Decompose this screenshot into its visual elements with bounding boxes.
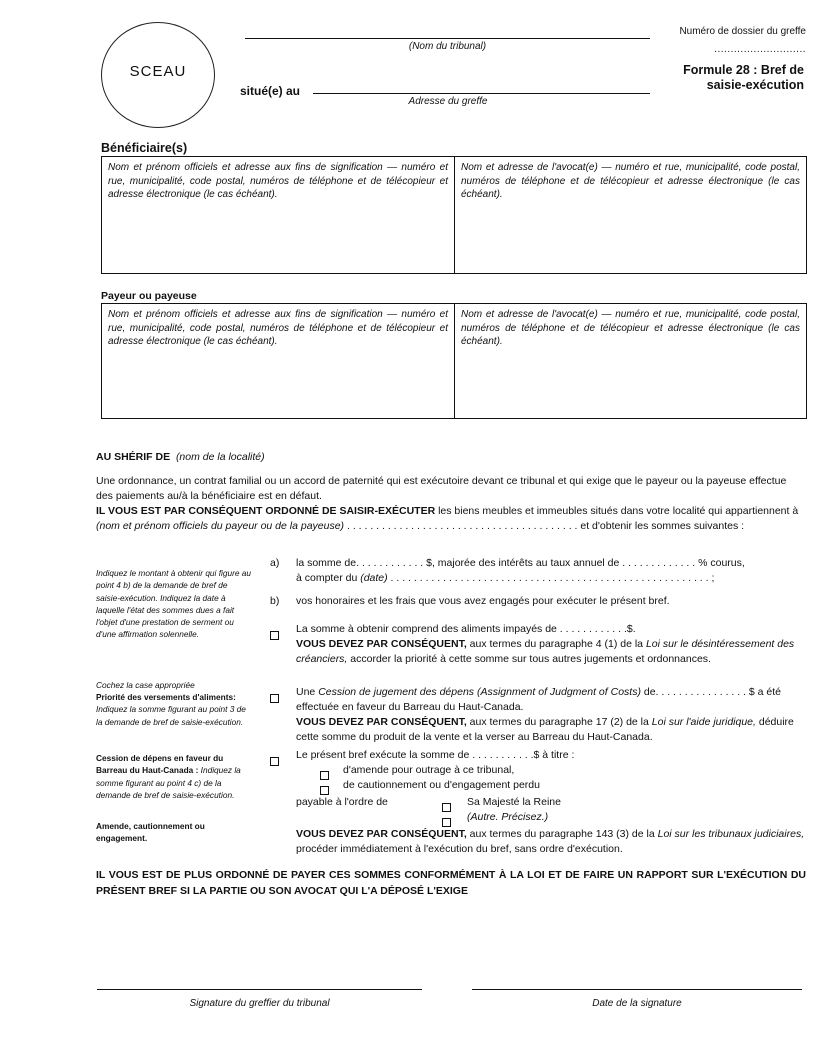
date-label: Date de la signature bbox=[592, 998, 682, 1009]
costs-order: VOUS DEVEZ PAR CONSÉQUENT, bbox=[296, 716, 467, 728]
costs-law: Loi sur l'aide juridique, bbox=[651, 716, 756, 728]
support-priority-checkbox[interactable] bbox=[270, 627, 279, 645]
debtor-heading: Payeur ou payeuse bbox=[101, 290, 197, 302]
support-law: Loi sur le désintéressement des créanciers, bbox=[296, 638, 795, 665]
costs-text1: Une bbox=[296, 686, 319, 698]
sidebar-support-heading: Priorité des versements d'aliments: bbox=[96, 692, 236, 702]
address-line[interactable] bbox=[313, 93, 650, 94]
situated-label: situé(e) au bbox=[240, 84, 301, 98]
sheriff-heading: AU SHÉRIF DE bbox=[96, 451, 171, 463]
file-number-label: Numéro de dossier du greffe bbox=[679, 26, 806, 37]
debtor-lawyer-cell[interactable]: Nom et adresse de l'avocat(e) — numéro et rue, municipalité, code postal, numéros de téléphone et de télécopieur et adresse électronique (le cas échéant). bbox=[461, 309, 800, 347]
fine-order: VOUS DEVEZ PAR CONSÉQUENT, bbox=[296, 828, 467, 840]
sidebar-costs-text: Indiquez la somme figurant au point 4 c) de la demande de bref de saisie-exécution. bbox=[96, 765, 241, 800]
other-label[interactable]: (Autre. Précisez.) bbox=[467, 811, 549, 823]
costs-assignment-checkbox[interactable] bbox=[270, 690, 279, 708]
support-amount-text[interactable]: La somme à obtenir comprend des aliments impayés de . . . . . . . . . . . .$. bbox=[296, 623, 636, 635]
sidebar-note-support bbox=[96, 691, 252, 728]
item-b-text: vos honoraires et les frais que vous avez engagés pour exécuter le présent bref. bbox=[296, 595, 670, 607]
sidebar-support-text: Indiquez la somme figurant au point 3 de la demande de bref de saisie-exécution. bbox=[96, 704, 246, 727]
support-text2: accorder la priorité à cette somme sur tous autres jugements et ordonnances. bbox=[347, 653, 711, 665]
form-title-line1: Formule 28 : Bref de bbox=[683, 63, 804, 77]
item-a-label: a) bbox=[270, 557, 280, 569]
court-name-label: (Nom du tribunal) bbox=[408, 41, 487, 52]
default-paragraph: Une ordonnance, un contrat familial ou un accord de paternité qui est exécutoire devant ce tribunal et qui exige que le payeur ou la payeuse effectue des paiements au/à la bénéficiaire est en défaut. bbox=[96, 475, 787, 502]
item-a-date-text: à compter du bbox=[296, 572, 361, 584]
file-number-field[interactable]: ............................ bbox=[714, 44, 806, 55]
order-heading: IL VOUS EST PAR CONSÉQUENT ORDONNÉ DE SAISIR-EXÉCUTER bbox=[96, 505, 436, 517]
court-name-line[interactable] bbox=[245, 38, 650, 39]
costs-italic: Cession de jugement des dépens (Assignment of Judgment of Costs) bbox=[318, 686, 641, 698]
seal-label: SCEAU bbox=[129, 63, 187, 80]
costs-text2[interactable]: de. . . . . . . . . . . . . . . . $ a été effectuée en faveur du Barreau du Haut-Canada. bbox=[296, 686, 782, 713]
sheriff-locality-note[interactable]: (nom de la localité) bbox=[175, 451, 265, 463]
form-title-line2: saisie-exécution bbox=[706, 78, 804, 92]
fine-rest1: aux termes du paragraphe 143 (3) de la bbox=[466, 828, 658, 840]
creditor-name-cell[interactable]: Nom et prénom officiels et adresse aux fins de signification — numéro et rue, municipalité, code postal, numéros de téléphone et de télécopieur et adresse électronique (le cas échéant). bbox=[108, 162, 448, 200]
support-text1: aux termes du paragraphe 4 (1) de la bbox=[466, 638, 646, 650]
item-b-label: b) bbox=[270, 595, 280, 607]
signature-line[interactable] bbox=[97, 989, 422, 990]
item-a-date-field[interactable]: . . . . . . . . . . . . . . . . . . . . . . . . . . . . . . . . . . . . . . . . . . . . . . . . . . . . . . . ; bbox=[387, 572, 715, 584]
date-line[interactable] bbox=[472, 989, 802, 990]
signature-label: Signature du greffier du tribunal bbox=[189, 998, 330, 1009]
creditor-heading: Bénéficiaire(s) bbox=[101, 141, 188, 155]
sidebar-costs-heading: Cession de dépens en faveur du Barreau du Haut-Canada : bbox=[96, 753, 224, 776]
seal-circle bbox=[101, 22, 215, 128]
support-order: VOUS DEVEZ PAR CONSÉQUENT, bbox=[296, 638, 467, 650]
address-label: Adresse du greffe bbox=[408, 96, 488, 107]
item-a-date-hint: (date) bbox=[360, 572, 388, 584]
order-text: les biens meubles et immeubles situés dans votre localité qui appartiennent à bbox=[435, 505, 799, 517]
fine-checkbox[interactable] bbox=[270, 753, 279, 771]
sidebar-note-amount: Indiquez le montant à obtenir qui figure au point 4 b) de la demande de bref de saisie-exécution. Indiquez la date à laquelle l'état des sommes dues a fait l'objet d'une prestation de serment ou d'une affirmation solennelle. bbox=[96, 568, 251, 640]
debtor-table bbox=[101, 303, 807, 419]
debtor-name-cell[interactable]: Nom et prénom officiels et adresse aux fins de signification — numéro et rue, municipalité, code postal, numéros de téléphone et de télécopieur et adresse électronique (le cas échéant). bbox=[108, 309, 448, 347]
payor-name-hint: (nom et prénom officiels du payeur ou de la payeuse) bbox=[96, 520, 345, 532]
fine-rest2: procéder immédiatement à l'exécution du bref, sans ordre d'exécution. bbox=[296, 843, 623, 855]
costs-assignment-paragraph bbox=[296, 685, 806, 745]
final-order: IL VOUS EST DE PLUS ORDONNÉ DE PAYER CES SOMMES CONFORMÉMENT À LA LOI ET DE FAIRE UN RAPPORT SUR L'EXÉCUTION DU PRÉSENT BREF SI LA PARTIE OU SON AVOCAT QUI L'A DÉPOSÉ L'EXIGE bbox=[96, 869, 806, 897]
item-a-amount-line[interactable]: la somme de. . . . . . . . . . . . $, majorée des intérêts au taux annuel de . . . . . . . . . . . . . % courus, bbox=[296, 557, 745, 569]
sidebar-note-check: Cochez la case appropriée bbox=[96, 680, 195, 690]
costs-rest2: déduire cette somme du produit de la vente et la verser au Barreau du Haut-Canada. bbox=[296, 716, 794, 743]
fine-order-paragraph bbox=[296, 827, 806, 857]
bail-label: de cautionnement ou d'engagement perdu bbox=[343, 779, 540, 791]
payable-label: payable à l'ordre de bbox=[296, 796, 388, 808]
order-end: et d'obtenir les sommes suivantes : bbox=[577, 520, 745, 532]
creditor-lawyer-cell[interactable]: Nom et adresse de l'avocat(e) — numéro et rue, municipalité, code postal, numéros de téléphone et de télécopieur et adresse électronique (le cas échéant). bbox=[461, 162, 800, 200]
order-paragraph bbox=[96, 504, 806, 534]
support-priority-paragraph bbox=[296, 622, 806, 667]
sidebar-note-fine: Amende, cautionnement ou engagement. bbox=[96, 821, 205, 844]
item-a-date-line[interactable] bbox=[296, 571, 806, 586]
queen-label: Sa Majesté la Reine bbox=[467, 796, 561, 808]
contempt-label: d'amende pour outrage à ce tribunal, bbox=[343, 764, 515, 776]
sheriff-line bbox=[96, 451, 265, 463]
fine-law: Loi sur les tribunaux judiciaires, bbox=[657, 828, 805, 840]
fine-amount-text[interactable]: Le présent bref exécute la somme de . . . . . . . . . . .$ à titre : bbox=[296, 749, 575, 761]
sidebar-note-costs bbox=[96, 752, 252, 801]
payor-name-field[interactable]: . . . . . . . . . . . . . . . . . . . . . . . . . . . . . . . . . . . . . . . . bbox=[344, 520, 578, 532]
costs-rest1: aux termes du paragraphe 17 (2) de la bbox=[466, 716, 652, 728]
creditor-table bbox=[101, 156, 807, 274]
